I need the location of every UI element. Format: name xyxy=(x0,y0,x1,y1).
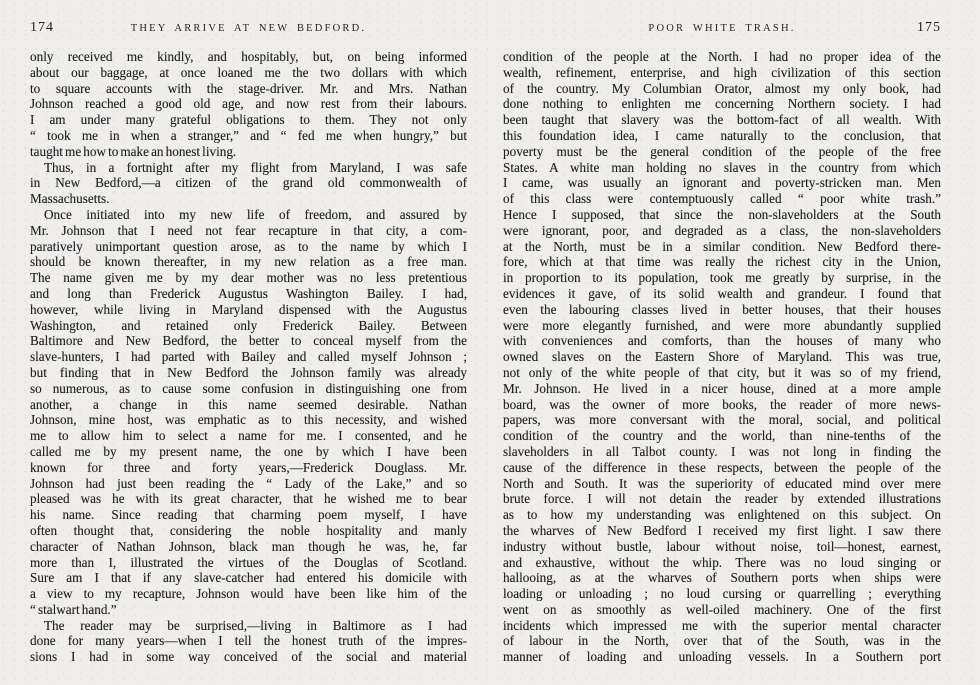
text-line: and exhaustive, without the whip. There was no loud singing or xyxy=(503,554,941,570)
text-line: Sure am I that if any slave-catcher had entered his domicile with xyxy=(30,570,467,586)
text-line: not only of the white people of that city, but it was so of my friend, xyxy=(503,364,941,380)
text-line: known for three and forty years,—Frederick Douglass. Mr. xyxy=(30,459,467,475)
text-line: Once initiated into my new life of freedom, and assured by xyxy=(44,206,467,222)
text-line: poverty must be the general condition of the people of the free xyxy=(503,143,941,159)
text-line: Baltimore and New Bedford, the better to conceal myself from the xyxy=(30,333,467,349)
text-line: about our baggage, at once loaned me the two dollars with which xyxy=(30,64,467,80)
text-line: of labour in the North, over that of the South, was in the xyxy=(503,633,941,649)
text-line: the wharves of New Bedford I received my first light. I saw there xyxy=(503,522,941,538)
text-line: so numerous, as to cause some confusion in distinguishing one from xyxy=(30,380,467,396)
text-line: manner of loading and unloading vessels. In a Southern port xyxy=(503,649,941,665)
right-page-text xyxy=(503,49,941,665)
text-line: even the labouring classes lived in better houses, that their houses xyxy=(503,301,941,317)
text-line: and long than Frederick Augustus Washington Bailey. I had, xyxy=(30,285,467,301)
text-line: North and South. It was the superiority of educated mind over mere xyxy=(503,475,941,491)
text-line: owned slaves on the Eastern Shore of Maryland. This was true, xyxy=(503,349,941,365)
text-line: slave-hunters, I had parted with Bailey and called myself Johnson ; xyxy=(30,349,467,365)
text-line: were more elegantly furnished, and were more abundantly supplied xyxy=(503,317,941,333)
text-line: I am under many grateful obligations to them. They not only xyxy=(30,112,467,128)
page-number-left: 174 xyxy=(30,20,54,35)
text-line: Thus, in a fortnight after my flight from Maryland, I was safe xyxy=(44,159,467,175)
text-line: slaveholders in all Talbot county. I was not long in finding the xyxy=(503,443,941,459)
text-line: of the country. My Columbian Orator, almost my only book, had xyxy=(503,80,941,96)
text-line: cause of the difference in these respects, between the people of the xyxy=(503,459,941,475)
text-line: loading or unloading ; no loud cursing or quarrelling ; everything xyxy=(503,586,941,602)
text-line: as to how my understanding was enlightened on this subject. On xyxy=(503,507,941,523)
text-line: Hence I supposed, that since the non-slaveholders at the South xyxy=(503,206,941,222)
text-line: in proportion to its population, took me greatly by surprise, in the xyxy=(503,270,941,286)
page-number-right: 175 xyxy=(917,20,941,35)
right-page xyxy=(503,20,941,685)
text-line: “ stalwart hand.” xyxy=(30,601,117,617)
text-line: taught me how to make an honest living. xyxy=(30,143,237,159)
text-line: I came, was usually an ignorant and poverty-stricken man. Men xyxy=(503,175,941,191)
text-line: were ignorant, poor, and degraded as a class, the non-slaveholders xyxy=(503,222,941,238)
text-line: more than I, illustrated the virtues of the Douglas of Scotland. xyxy=(30,554,467,570)
text-line: Johnson, mine host, was emphatic as to this necessity, and wished xyxy=(30,412,467,428)
text-line: only received me kindly, and hospitably, but, on being informed xyxy=(30,49,467,64)
text-line: paratively unimportant question arose, as to the name by which I xyxy=(30,238,467,254)
text-line: should be known thereafter, in my new relation as a free man. xyxy=(30,254,467,270)
right-page-header xyxy=(503,20,941,46)
text-line: The name given me by my dear mother was no less pretentious xyxy=(30,270,467,286)
text-line: Massachusetts. xyxy=(30,191,110,207)
running-header-right: POOR WHITE TRASH. xyxy=(648,23,796,34)
text-line: evidences it gave, of its solid wealth and grandeur. I found that xyxy=(503,285,941,301)
text-line: went on as smoothly as well-oiled machinery. One of the first xyxy=(503,601,941,617)
text-line: called me by my present name, the one by which I have been xyxy=(30,443,467,459)
text-line: his name. Since reading that charming poem myself, I have xyxy=(30,507,467,523)
left-page xyxy=(30,20,467,685)
text-line: often thought that, considering the noble hospitality and manly xyxy=(30,522,467,538)
text-line: papers, was more conversant with the moral, social, and political xyxy=(503,412,941,428)
text-line: but finding that in New Bedford the Johnson family was already xyxy=(30,364,467,380)
text-line: in New Bedford,—a citizen of the grand old commonwealth of xyxy=(30,175,467,191)
text-line: Johnson had just been reading the “ Lady of the Lake,” and so xyxy=(30,475,467,491)
text-line: wealth, refinement, enterprise, and high civilization of this section xyxy=(503,64,941,80)
text-line: “ took me in when a stranger,” and “ fed me when hungry,” but xyxy=(30,127,467,143)
text-line: character of Nathan Johnson, black man though he was, he, far xyxy=(30,538,467,554)
text-line: done for many years—when I tell the honest truth of the impres- xyxy=(30,633,467,649)
text-line: board, was the owner of more books, the reader of more news- xyxy=(503,396,941,412)
text-line: been taught that slavery was the bottom-fact of all wealth. With xyxy=(503,112,941,128)
text-line: me to allow him to select a name for me. I consented, and he xyxy=(30,428,467,444)
text-line: of this class were contemptuously called “ poor white trash.” xyxy=(503,191,941,207)
text-line: The reader may be surprised,—living in Baltimore as I had xyxy=(44,617,467,633)
text-line: Mr. Johnson that I need not fear recapture in that city, a com- xyxy=(30,222,467,238)
text-line: done nothing to enlighten me concerning Northern society. I had xyxy=(503,96,941,112)
text-line: another, a change in this name seemed desirable. Nathan xyxy=(30,396,467,412)
left-page-header xyxy=(30,20,467,46)
text-line: Mr. Johnson. He lived in a nicer house, dined at a more ample xyxy=(503,380,941,396)
text-line: this foundation idea, I came naturally to the conclusion, that xyxy=(503,127,941,143)
running-header-left: THEY ARRIVE AT NEW BEDFORD. xyxy=(130,23,367,34)
text-line: with conveniences and comforts, than the houses of many who xyxy=(503,333,941,349)
text-line: incidents which impressed me with the superior mental character xyxy=(503,617,941,633)
text-line: brute force. I will not detain the reader by extended illustrations xyxy=(503,491,941,507)
text-line: pleased was he with its great character, that he wished me to bear xyxy=(30,491,467,507)
text-line: Washington, and retained only Frederick Bailey. Between xyxy=(30,317,467,333)
text-line: fore, which at that time was really the richest city in the Union, xyxy=(503,254,941,270)
left-page-text xyxy=(30,49,467,665)
text-line: condition of the people at the North. I had no proper idea of the xyxy=(503,49,941,64)
text-line: industry without bustle, labour without noise, toil—honest, earnest, xyxy=(503,538,941,554)
text-line: hallooing, as at the wharves of Southern ports when ships were xyxy=(503,570,941,586)
text-line: a view to my recapture, Johnson would have been like him of the xyxy=(30,586,467,602)
text-line: States. A white man holding no slaves in the country from which xyxy=(503,159,941,175)
text-line: at the North, must be in a similar condition. New Bedford there- xyxy=(503,238,941,254)
text-line: condition of the country and the world, than nine-tenths of the xyxy=(503,428,941,444)
text-line: sions I had in some way conceived of the social and material xyxy=(30,649,467,665)
text-line: Johnson reached a good old age, and now rest from their labours. xyxy=(30,96,467,112)
text-line: to square accounts with the stage-driver. Mr. and Mrs. Nathan xyxy=(30,80,467,96)
text-line: however, while living in Maryland dispensed with the Augustus xyxy=(30,301,467,317)
